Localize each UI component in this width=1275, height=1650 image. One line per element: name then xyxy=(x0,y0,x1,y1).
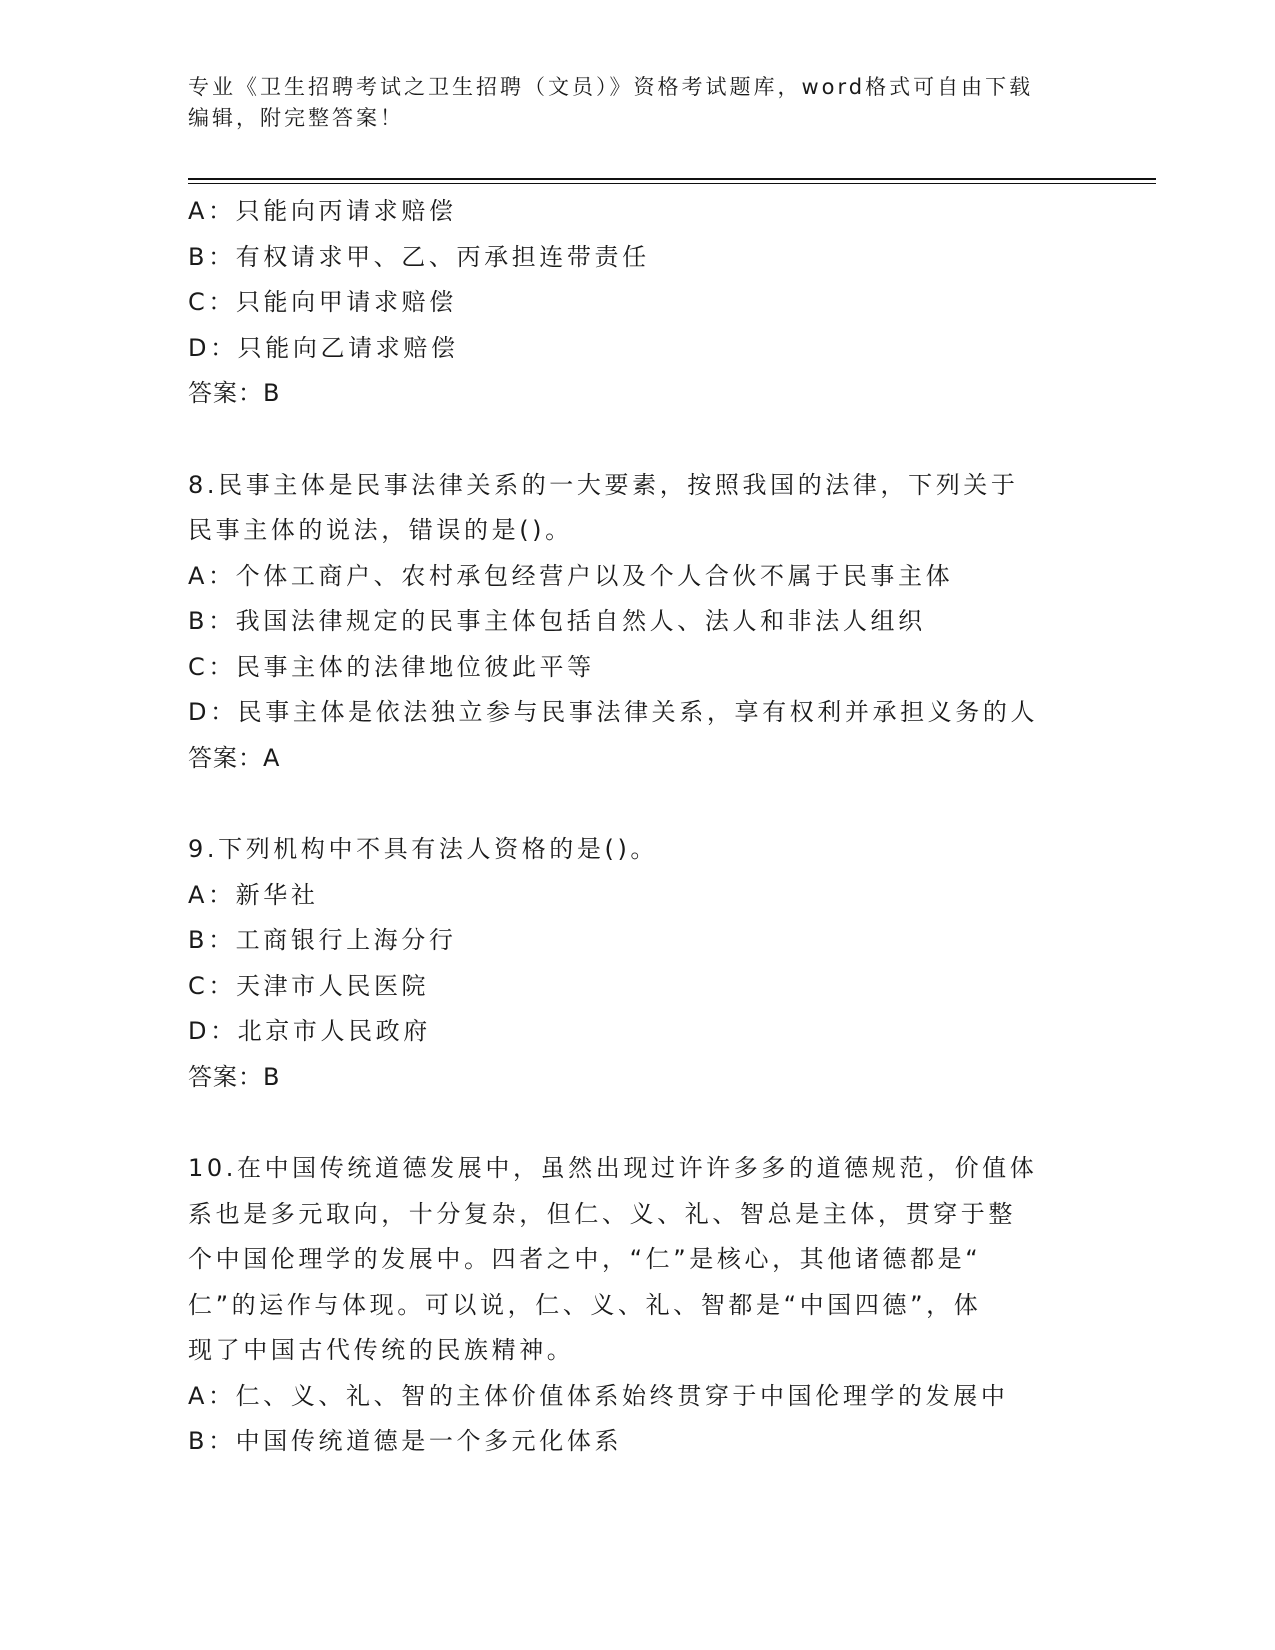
option-a: A：新华社 xyxy=(188,880,319,909)
option-a: A：只能向丙请求赔偿 xyxy=(188,197,457,225)
spacer xyxy=(188,781,1088,827)
question-stem-cont: 民事主体的说法，错误的是()。 xyxy=(188,516,573,544)
spacer xyxy=(188,417,1088,463)
question-stem: 10.在中国传统道德发展中，虽然出现过许许多多的道德规范，价值体 xyxy=(188,1154,1038,1182)
answer-line: 答案：B xyxy=(188,379,281,407)
option-a: A：个体工商户、农村承包经营户以及个人合伙不属于民事主体 xyxy=(188,561,954,590)
option-d: D：民事主体是依法独立参与民事法律关系，享有权利并承担义务的人 xyxy=(188,698,1039,726)
option-b: B：有权请求甲、乙、丙承担连带责任 xyxy=(188,242,650,271)
question-stem-cont: 系也是多元取向，十分复杂，但仁、义、礼、智总是主体，贯穿于整 xyxy=(188,1199,1016,1228)
option-d: D：北京市人民政府 xyxy=(188,1017,431,1045)
question-9 xyxy=(188,827,1088,1100)
answer-line: 答案：B xyxy=(188,1062,281,1091)
question-stem-cont: 个中国伦理学的发展中。四者之中，“仁”是核心，其他诸德都是“ xyxy=(188,1245,982,1273)
option-c: C：只能向甲请求赔偿 xyxy=(188,288,457,316)
question-10 xyxy=(188,1146,1088,1465)
answer-line: 答案：A xyxy=(188,743,281,772)
document-header xyxy=(188,72,1088,134)
question-7 xyxy=(188,189,1088,417)
option-c: C：民事主体的法律地位彼此平等 xyxy=(188,652,595,681)
document-body xyxy=(188,189,1088,1465)
header-rule-thin xyxy=(188,183,1156,184)
option-d: D：只能向乙请求赔偿 xyxy=(188,333,459,362)
question-stem-cont: 现了中国古代传统的民族精神。 xyxy=(188,1336,575,1364)
question-8 xyxy=(188,463,1088,782)
option-a: A：仁、义、礼、智的主体价值体系始终贯穿于中国伦理学的发展中 xyxy=(188,1381,1009,1410)
question-stem: 9.下列机构中不具有法人资格的是()。 xyxy=(188,835,659,863)
header-rule-thick xyxy=(188,178,1156,180)
question-stem: 8.民事主体是民事法律关系的一大要素，按照我国的法律，下列关于 xyxy=(188,470,1019,499)
option-b: B：中国传统道德是一个多元化体系 xyxy=(188,1427,623,1455)
option-b: B：工商银行上海分行 xyxy=(188,926,457,954)
option-c: C：天津市人民医院 xyxy=(188,971,430,1000)
header-line-1: 专业《卫生招聘考试之卫生招聘（文员）》资格考试题库，word格式可自由下载 xyxy=(188,75,1034,99)
question-stem-cont: 仁”的运作与体现。可以说，仁、义、礼、智都是“中国四德”，体 xyxy=(188,1290,982,1319)
header-line-2: 编辑，附完整答案！ xyxy=(188,106,404,130)
option-b: B：我国法律规定的民事主体包括自然人、法人和非法人组织 xyxy=(188,607,926,635)
spacer xyxy=(188,1100,1088,1146)
